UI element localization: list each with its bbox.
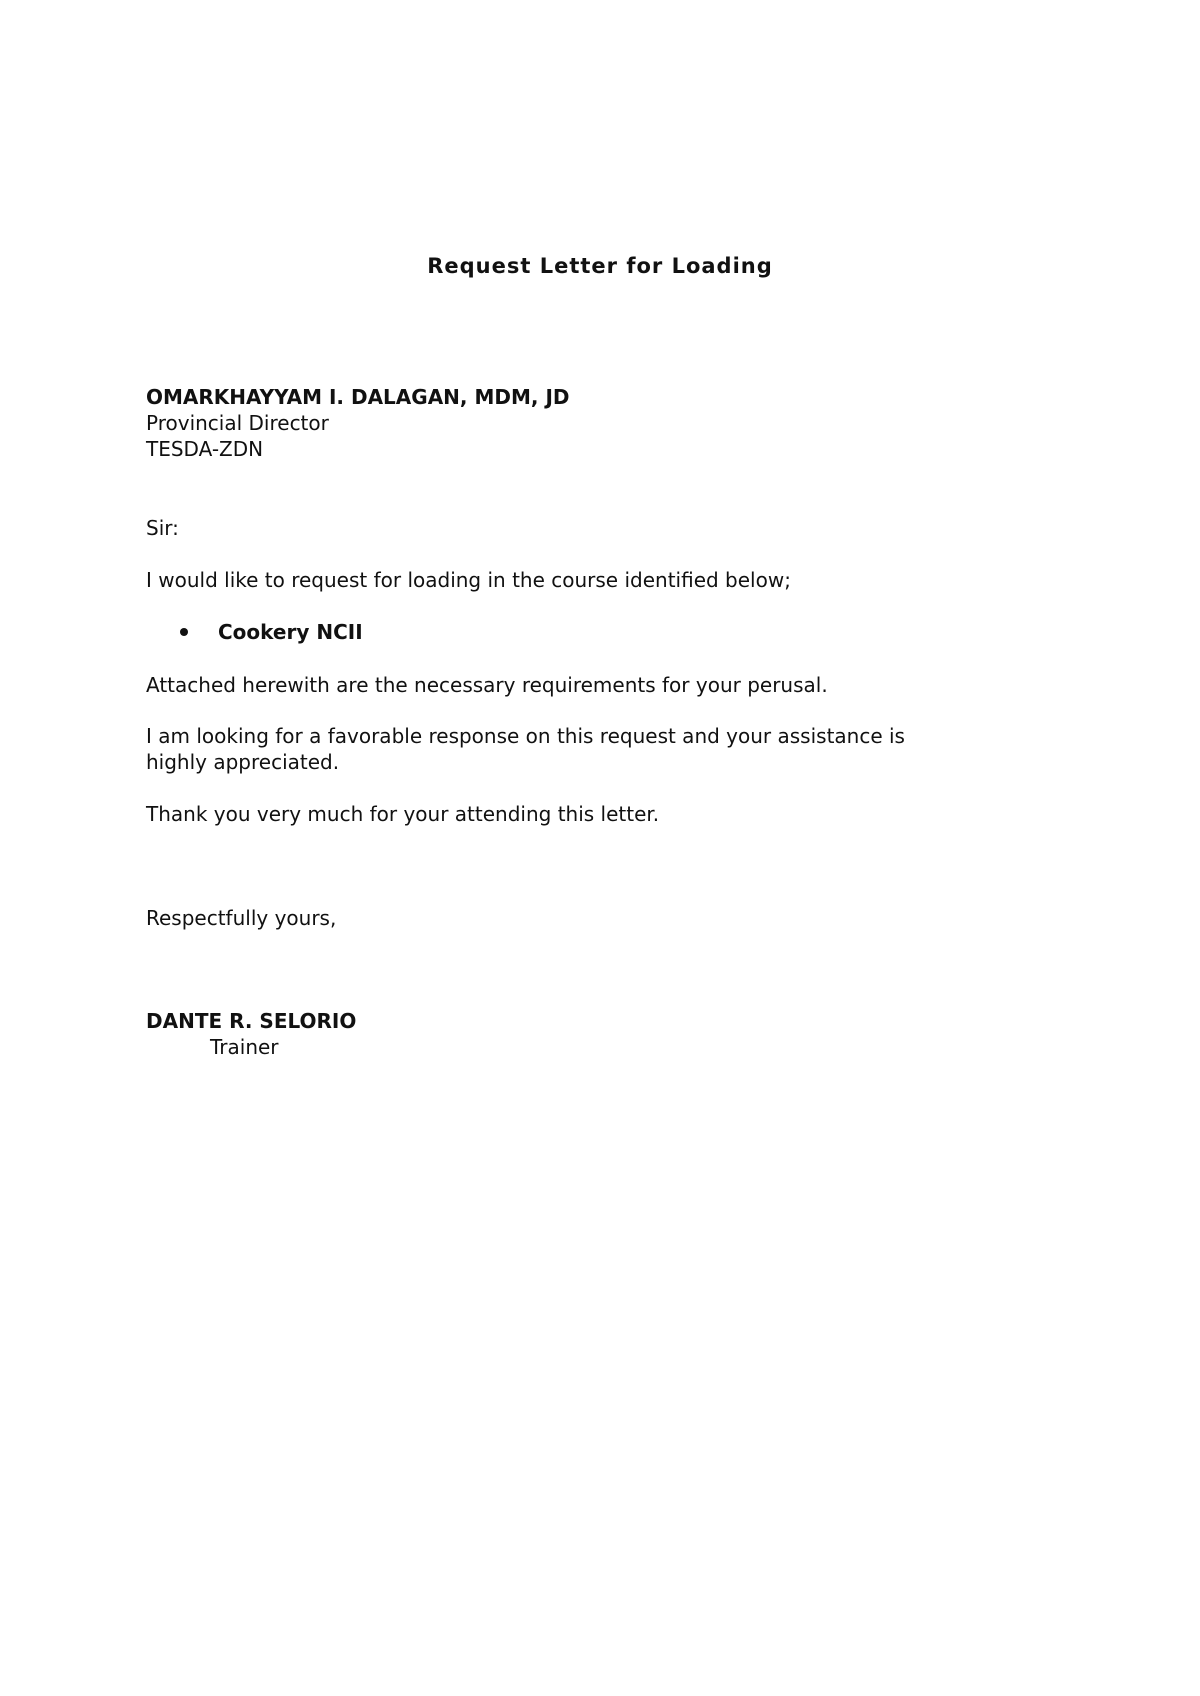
recipient-block [146,384,1026,462]
signature-block [146,1008,1026,1060]
closing: Respectfully yours, [146,906,337,930]
request-line-1: I am looking for a favorable response on this request and your assistance is [146,724,905,748]
attachment-paragraph: Attached herewith are the necessary requirements for your perusal. [146,673,828,697]
course-name: Cookery NCII [218,620,363,644]
signatory-position: Trainer [210,1035,279,1059]
recipient-position: Provincial Director [146,411,329,435]
salutation: Sir: [146,516,179,540]
signatory-name: DANTE R. SELORIO [146,1009,357,1033]
letter-title: Request Letter for Loading [427,254,773,278]
recipient-office: TESDA-ZDN [146,437,264,461]
intro-paragraph: I would like to request for loading in the course identified below; [146,568,791,592]
course-list-item [180,619,363,645]
recipient-name: OMARKHAYYAM I. DALAGAN, MDM, JD [146,385,570,409]
thanks-paragraph: Thank you very much for your attending this letter. [146,802,660,826]
request-line-2: highly appreciated. [146,750,340,774]
bullet-icon [180,628,188,636]
request-paragraph [146,723,1026,775]
